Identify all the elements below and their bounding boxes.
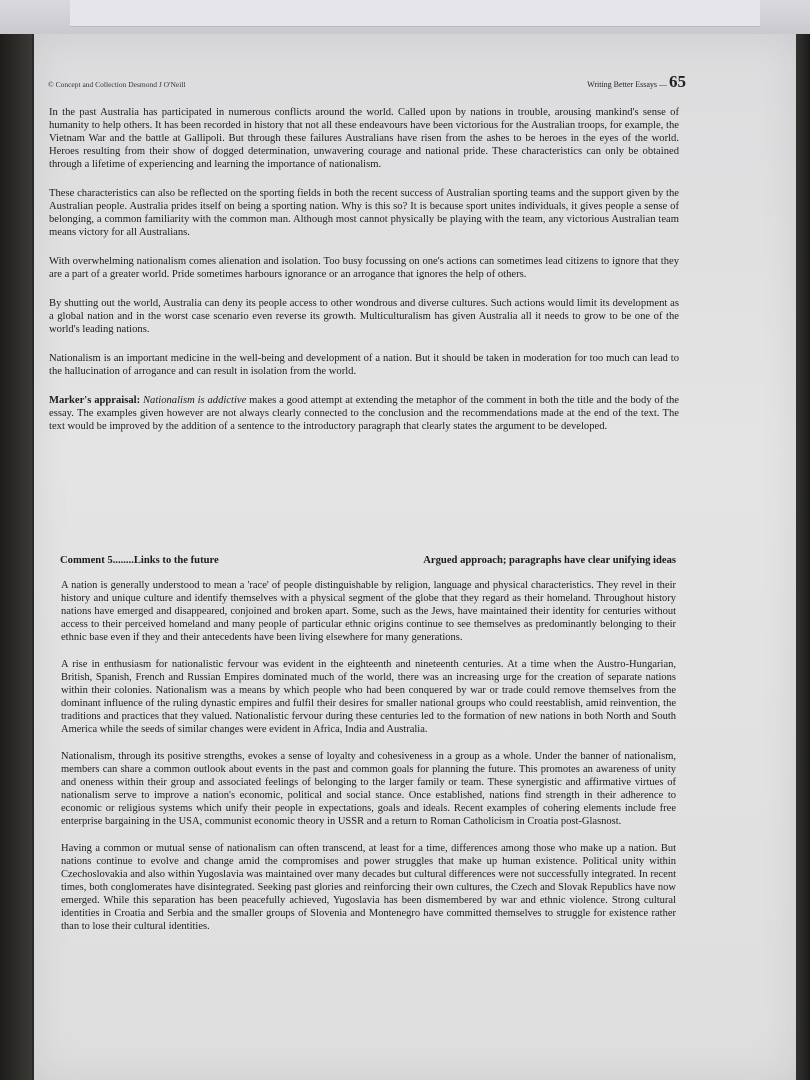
- essay-paragraph-2: These characteristics can also be reflected on the sporting fields in both the recent success of Australian sporting teams and the support given by the Australian people. Australia prides itself on being a sporting nation. Why is this so? It is because sport unites individuals, it gives people a sense of belonging, a common familiarity with the common man. Although most cannot physically be playing with the team, any victorious Australian team means victory for all Australians.: [49, 188, 679, 238]
- essay-paragraph-1: In the past Australia has participated in numerous conflicts around the world. Called upon by nations in trouble, arousing mankind's sense of humanity to help others. It has been recorded in history that not all these endeavours have been victorious for the Australian troops, for example, the Vietnam War and the battle at Gallipoli. But through these failures Australians have risen from the ashes to be heroes in the eyes of the world. Heroes resulting from their show of dogged determination, unwavering courage and national pride. These characteristics can only be obtained through a lifetime of experiencing and learning the importance of nationalism.: [49, 107, 679, 170]
- page-header: [48, 70, 686, 100]
- monitor-top-edge: [0, 0, 810, 34]
- comment-5-approach: Argued approach; paragraphs have clear unifying ideas: [423, 555, 676, 566]
- document-page: [34, 34, 796, 1080]
- comment-5-label: Comment 5........Links to the future: [60, 555, 219, 566]
- essay-paragraph-5: Nationalism is an important medicine in the well-being and development of a nation. But it should be taken in moderation for too much can lead to the hallucination of arrogance and can result in isolation from the world.: [49, 353, 679, 377]
- comment-5-body: [61, 579, 676, 947]
- appraisal-text: makes a good attempt at extending the metaphor of the comment in both the title and the body of the essay. The examples given however are not always clearly connected to the conclusion and the recommendations made at the end of the text. The text would be improved by the addition of a sentence to the introductory paragraph that clearly states the argument to be developed.: [49, 395, 679, 432]
- appraisal-essay-title: Nationalism is addictive: [142, 395, 247, 406]
- copyright-notice: © Concept and Collection Desmond J O'Neill: [48, 80, 186, 89]
- essay-paragraph-3: With overwhelming nationalism comes alienation and isolation. Too busy focussing on one's actions can sometimes lead citizens to ignore that they are a part of a greater world. Pride sometimes harbours ignorance or an arrogance that ignores the help of others.: [49, 256, 679, 280]
- comment-5-paragraph-4: Having a common or mutual sense of nationalism can often transcend, at least for a time, differences among those who make up a nation. But nations continue to evolve and change amid the compromises and power struggles that make up human existence. Political unity within Czechoslovakia and also within Yugoslavia was maintained over many decades but cultural differences were not successfully integrated. In recent times, both conglomerates have disintegrated. Seeking past glories and reinforcing their own cultures, the Czech and Slovak Republics have now emerged. While this separation has been peacefully achieved, Yugoslavia has been dismembered by war and ethnic violence. Strong cultural identities in Croatia and Serbia and the smaller groups of Slovenia and Montenegro have committed themselves to struggle for existence rather than to lose their cultural identities.: [61, 843, 676, 932]
- appraisal-label: Marker's appraisal:: [49, 395, 141, 406]
- page-number: 65: [669, 72, 686, 91]
- running-title-text: Writing Better Essays —: [587, 80, 667, 89]
- markers-appraisal: [49, 394, 679, 433]
- essay-body: [49, 106, 679, 449]
- comment-5-paragraph-3: Nationalism, through its positive strengths, evokes a sense of loyalty and cohesiveness in a group as a whole. Under the banner of nationalism, members can share a common outlook about events in the past and common goals for planning the future. This promotes an awareness of unity and oneness within their group and associated feelings of belonging to the larger family or team. These synergistic and affirmative virtues of nationalism serve to improve a nation's economic, political and social stance. Once established, nations find strength in their adherence to economic or religious systems which unify their people in expectations, goals and ideals. Recent examples of cohering elements include free enterprise bargaining in the USA, communist economic theory in USSR and a return to Roman Catholicism in Croatia post-Glasnost.: [61, 751, 676, 827]
- monitor-bezel-left: [0, 34, 32, 1080]
- running-title: [587, 72, 686, 92]
- essay-paragraph-4: By shutting out the world, Australia can deny its people access to other wondrous and diverse cultures. Such actions would limit its development as a global nation and in the worst case scenario even reverse its growth. Multiculturalism has given Australia all it needs to grow to be one of the world's leading nations.: [49, 298, 679, 335]
- window-title-bar: [70, 0, 760, 27]
- comment-5-paragraph-1: A nation is generally understood to mean a 'race' of people distinguishable by religion, language and physical characteristics. They revel in their history and unique culture and identify themselves with a physical segment of the globe that they regard as their homeland. Throughout history nations have emerged and disappeared, conjoined and broken apart. Some, such as the Jews, have maintained their identity for centuries without access to their perceived homeland and many people of particular ethnic origins continue to see themselves as predominantly belonging to their ethnic base even if they and their antecedents have been living elsewhere for many generations.: [61, 580, 676, 643]
- comment-5-paragraph-2: A rise in enthusiasm for nationalistic fervour was evident in the eighteenth and nineteenth centuries. At a time when the Austro-Hungarian, British, Spanish, French and Russian Empires dominated much of the world, there was an increasing urge for the creation of separate nations within their colonies. Nationalism was a means by which people who had been conquered by war or trade could remove themselves from the dominant influence of the ruling dynastic empires and fulfil their desires for smaller national groups who could reestablish, amid reinvention, the traditions and practices that they valued. Nationalistic fervour during these centuries led to the formation of new nations in both North and South America while the seeds of similar changes were evident in Africa, India and Australia.: [61, 659, 676, 735]
